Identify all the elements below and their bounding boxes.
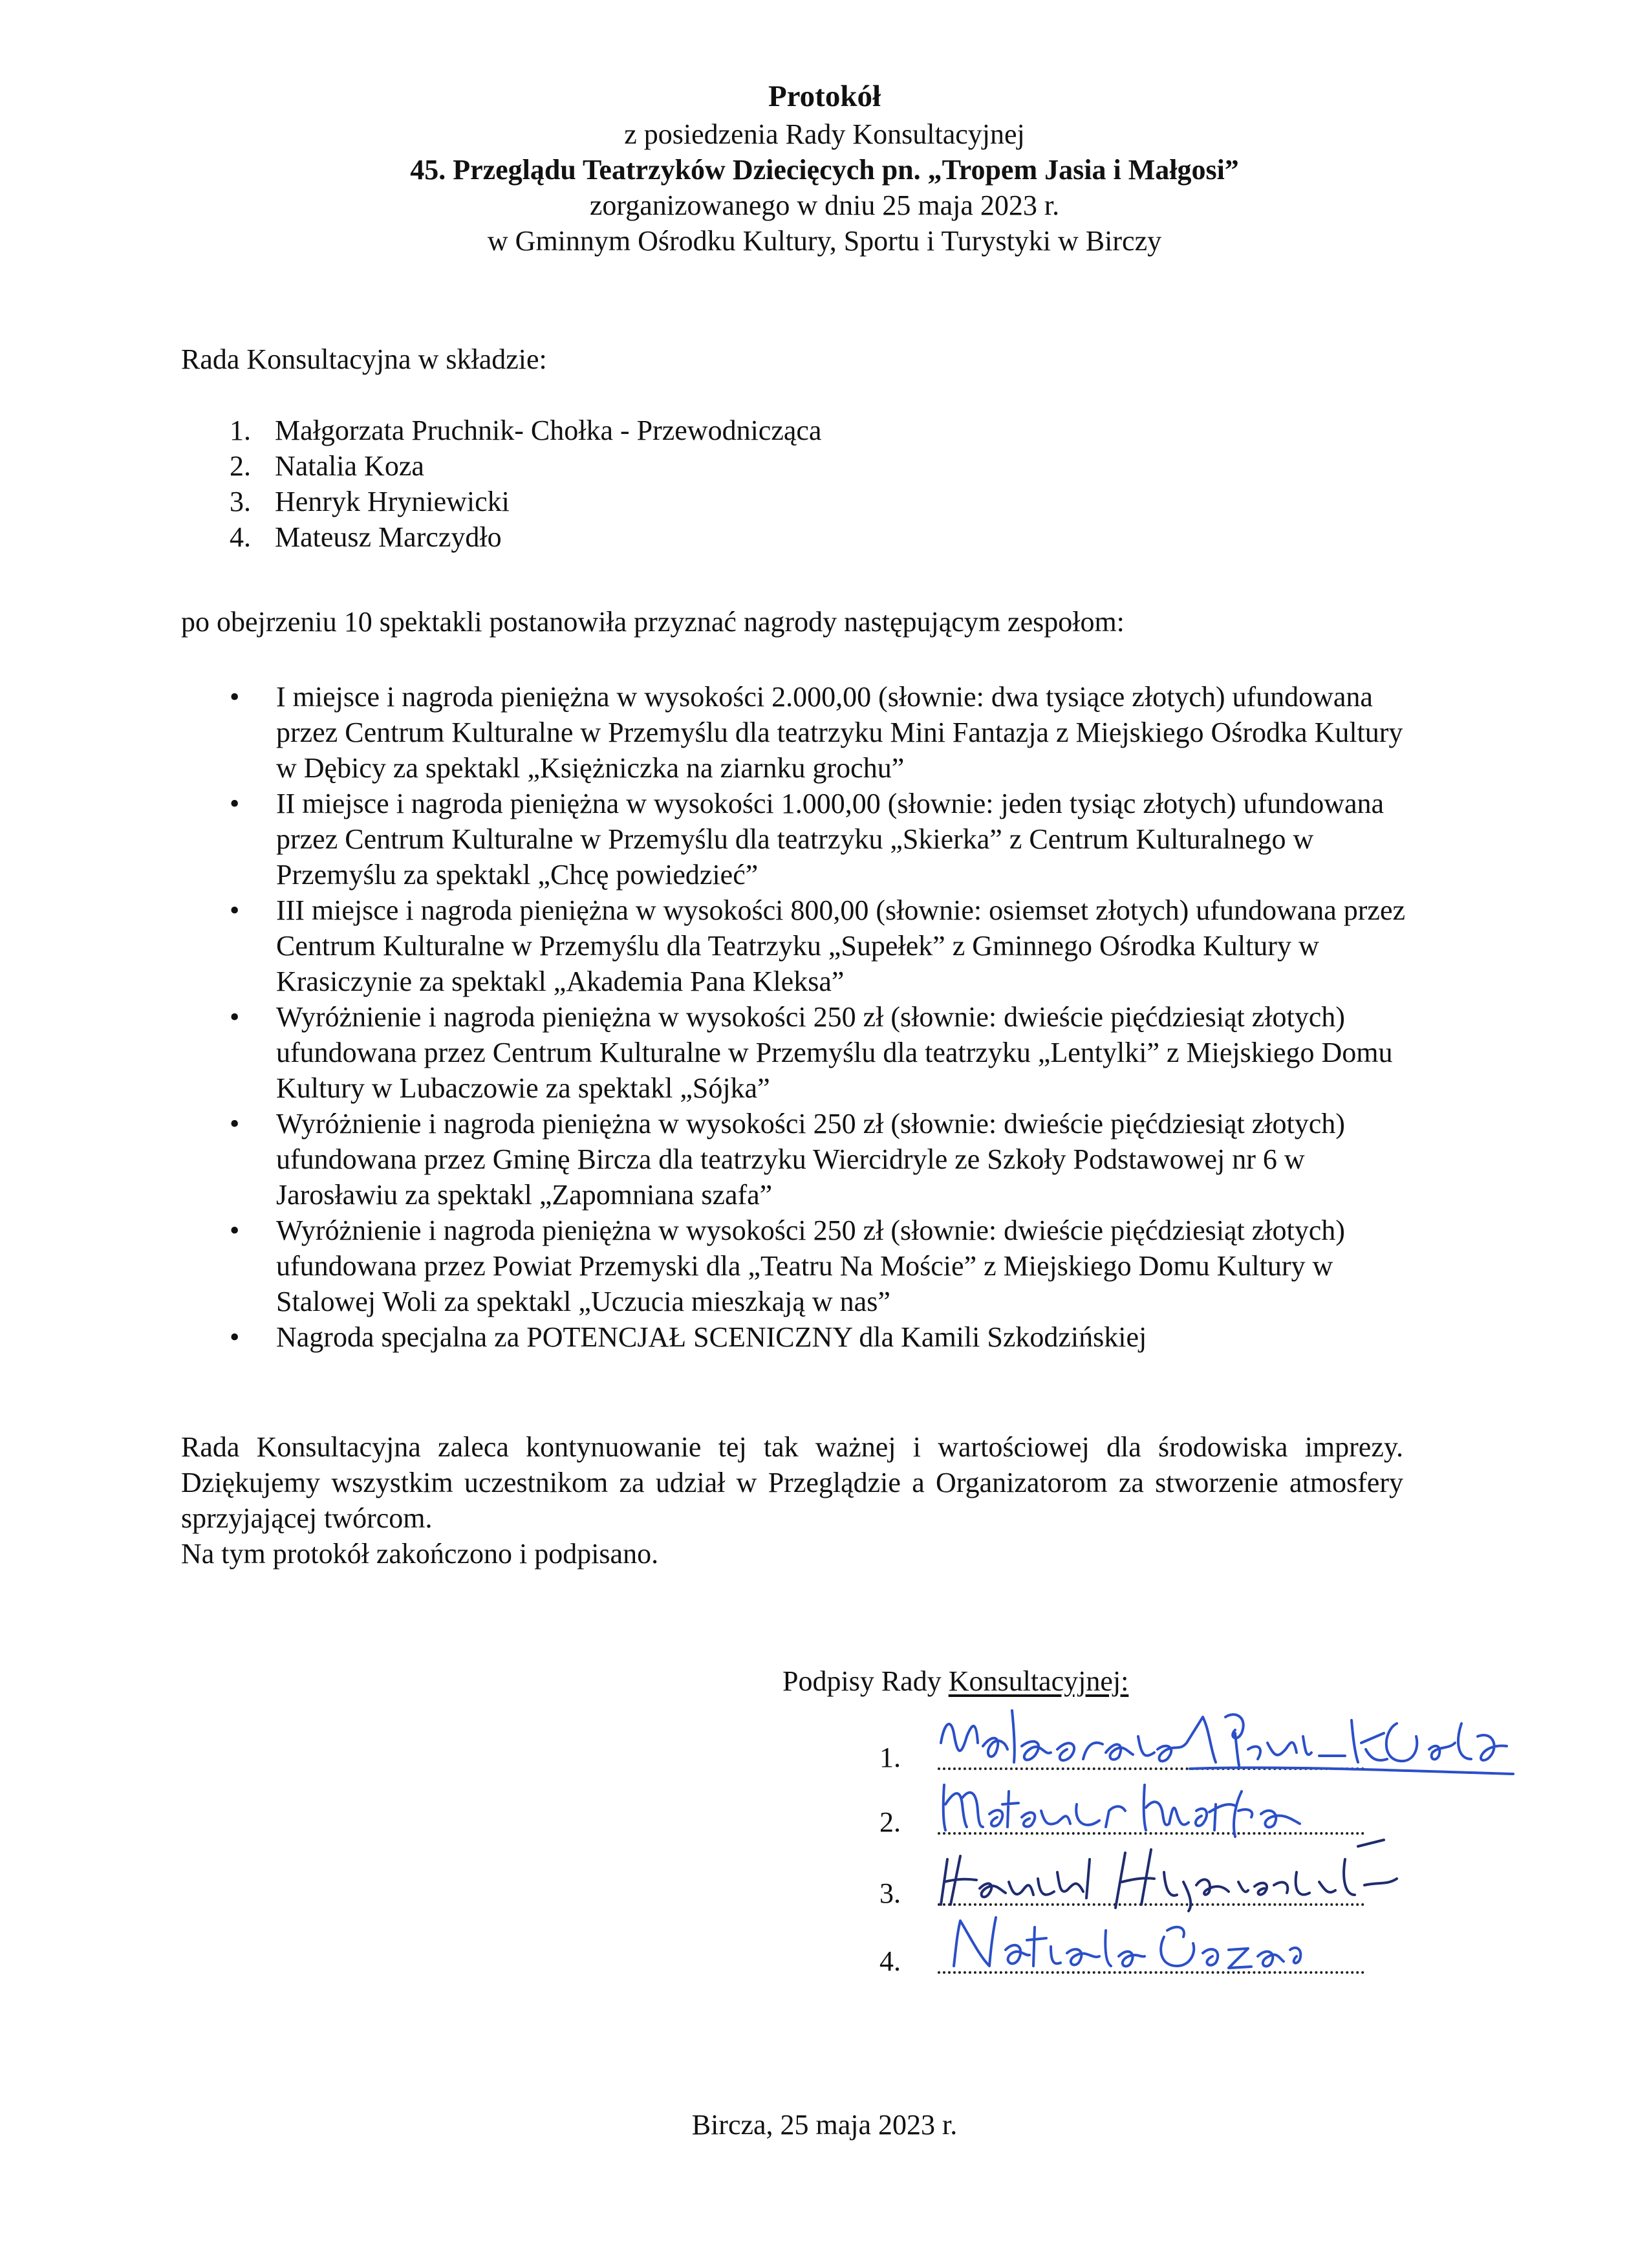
award-item: • II miejsce i nagroda pieniężna w wysokości 1.000,00 (słownie: jeden tysiąc złotych) ufundowana przez Centrum Kulturalne w Przemyślu dla teatrzyku „Skierka” z Centrum Kulturalnego w Przemyślu za spektakl „Chcę powiedzieć” [230,786,1413,892]
closing-final-line: Na tym protokół zakończono i podpisano. [181,1538,659,1570]
header-line-date: zorganizowanego w dniu 25 maja 2023 r. [589,189,1060,221]
header-line-session: z posiedzenia Rady Konsultacyjnej [624,118,1025,150]
member-name: Małgorzata Pruchnik- Chołka - Przewodnicząca [275,415,822,446]
handwritten-signature-4 [944,1905,1306,1976]
council-intro: Rada Konsultacyjna w składzie: [181,343,547,375]
document-header [0,76,1649,259]
member-number: 3. [230,486,251,517]
header-line-event: 45. Przeglądu Teatrzyków Dziecięcych pn. „Tropem Jasia i Małgosi” [410,154,1239,186]
council-decision: po obejrzeniu 10 spektakli postanowiła przyznać nagrody następującym zespołom: [181,606,1125,638]
document-title: Protokół [768,80,881,113]
award-item: • Wyróżnienie i nagroda pieniężna w wysokości 250 zł (słownie: dwieście pięćdziesiąt złotych) ufundowana przez Powiat Przemyski dla „Teatru Na Moście” z Miejskiego Domu Kultury w Stalowej Woli za spektakl „Uczucia mieszkają w nas” [230,1213,1413,1319]
signature-number: 2. [879,1806,901,1838]
handwritten-signature-3 [931,1833,1410,1914]
member-name: Henryk Hryniewicki [275,486,510,517]
award-item: • III miejsce i nagroda pieniężna w wysokości 800,00 (słownie: osiemset złotych) ufundowana przez Centrum Kulturalne w Przemyślu dla Teatrzyku „Supełek” z Gminnego Ośrodka Kultury w Krasiczynie za spektakl „Akademia Pana Kleksa” [230,892,1413,999]
award-item: • Nagroda specjalna za POTENCJAŁ SCENICZNY dla Kamili Szkodzińskiej [230,1319,1413,1355]
place-and-date: Bircza, 25 maja 2023 r. [691,2109,958,2141]
member-item [230,484,821,519]
closing-paragraph: Rada Konsultacyjna zaleca kontynuowanie tej tak ważnej i wartościowej dla środowiska imprezy. Dziękujemy wszystkim uczestnikom za udział w Przeglądzie a Organizatorom za stworzenie atmosfery sprzyjającej twórcom. [181,1431,1403,1534]
signatures-title-underlined: Konsultacyjnej: [948,1665,1129,1697]
signature-number: 1. [879,1742,901,1773]
closing-section [181,1429,1403,1571]
awards-list [230,679,1413,1355]
award-item: • Wyróżnienie i nagroda pieniężna w wysokości 250 zł (słownie: dwieście pięćdziesiąt złotych) ufundowana przez Centrum Kulturalne w Przemyślu dla teatrzyku „Lentylki” z Miejskiego Domu Kultury w Lubaczowie za spektakl „Sójka” [230,999,1413,1106]
signatures-title-prefix: Podpisy Rady [782,1665,949,1697]
member-number: 1. [230,415,251,446]
member-number: 2. [230,450,251,482]
signatures-title [782,1663,1128,1699]
award-item: • Wyróżnienie i nagroda pieniężna w wysokości 250 zł (słownie: dwieście pięćdziesiąt złotych) ufundowana przez Gminę Bircza dla teatrzyku Wiercidryle ze Szkoły Podstawowej nr 6 w Jarosławiu za spektakl „Zapomniana szafa” [230,1106,1413,1213]
header-line-venue: w Gminnym Ośrodku Kultury, Sportu i Turystyki w Birczy [487,225,1162,257]
member-item [230,519,821,555]
council-members-list [230,413,821,555]
handwritten-signature-2 [931,1766,1306,1840]
signature-number: 4. [879,1945,901,1977]
member-item [230,448,821,484]
member-name: Mateusz Marczydło [275,521,502,553]
member-name: Natalia Koza [275,450,424,482]
member-item [230,413,821,448]
signature-number: 3. [879,1877,901,1909]
member-number: 4. [230,521,251,553]
award-item: • I miejsce i nagroda pieniężna w wysokości 2.000,00 (słownie: dwa tysiące złotych) ufundowana przez Centrum Kulturalne w Przemyślu dla teatrzyku Mini Fantazja z Miejskiego Ośrodka Kultury w Dębicy za spektakl „Księżniczka na ziarnku grochu” [230,679,1413,786]
